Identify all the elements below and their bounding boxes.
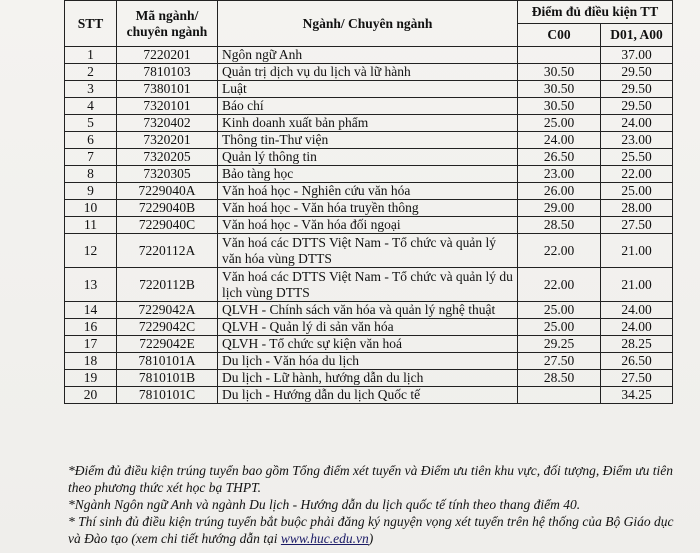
table-row: [65, 353, 673, 370]
cell-c00: 23.00: [518, 166, 601, 183]
cell-d01-a00: 29.50: [601, 98, 673, 115]
cell-d01-a00: 21.00: [601, 234, 673, 268]
footnote-3: [68, 513, 683, 547]
cell-stt: 8: [65, 166, 117, 183]
header-d01-a00: D01, A00: [601, 24, 673, 47]
cell-d01-a00: 21.00: [601, 268, 673, 302]
cell-stt: 10: [65, 200, 117, 217]
cell-major: QLVH - Chính sách văn hóa và quản lý nghệ thuật: [218, 302, 518, 319]
cell-major: Thông tin-Thư viện: [218, 132, 518, 149]
cell-c00: 27.50: [518, 353, 601, 370]
cell-code: 7810103: [117, 64, 218, 81]
cell-d01-a00: 25.00: [601, 183, 673, 200]
cell-code: 7380101: [117, 81, 218, 98]
cell-stt: 17: [65, 336, 117, 353]
cell-code: 7229040C: [117, 217, 218, 234]
cell-c00: [518, 47, 601, 64]
cell-major: Quản lý thông tin: [218, 149, 518, 166]
table-row: [65, 387, 673, 404]
footnotes: [68, 462, 683, 547]
table-row: [65, 149, 673, 166]
cell-code: 7229040B: [117, 200, 218, 217]
cell-d01-a00: 29.50: [601, 81, 673, 98]
cell-d01-a00: 28.00: [601, 200, 673, 217]
cell-code: 7320101: [117, 98, 218, 115]
cell-c00: 29.25: [518, 336, 601, 353]
cell-code: 7229042A: [117, 302, 218, 319]
cell-code: 7229042E: [117, 336, 218, 353]
cell-stt: 2: [65, 64, 117, 81]
cell-c00: [518, 387, 601, 404]
table-row: [65, 302, 673, 319]
website-link[interactable]: www.huc.edu.vn: [280, 531, 369, 546]
cell-c00: 25.00: [518, 302, 601, 319]
cell-major: Du lịch - Lữ hành, hướng dẫn du lịch: [218, 370, 518, 387]
cell-stt: 11: [65, 217, 117, 234]
table-row: [65, 234, 673, 268]
cell-major: Văn hoá học - Văn hóa đối ngoại: [218, 217, 518, 234]
cell-major: Văn hoá các DTTS Việt Nam - Tổ chức và quản lý văn hóa vùng DTTS: [218, 234, 518, 268]
footnote-3-end: ): [368, 531, 374, 546]
cell-major: Quản trị dịch vụ du lịch và lữ hành: [218, 64, 518, 81]
table-row: [65, 217, 673, 234]
cell-code: 7229042C: [117, 319, 218, 336]
header-code: Mã ngành/ chuyên ngành: [117, 1, 218, 47]
footnote-3-text: * Thí sinh đủ điều kiện trúng tuyển bắt buộc phải đăng ký nguyện vọng xét tuyển trên hệ thống của Bộ Giáo dục và Đào tạo (xem chi tiết hướng dẫn tại: [68, 514, 674, 546]
cell-code: 7320402: [117, 115, 218, 132]
header-stt: STT: [65, 1, 117, 47]
cell-c00: 28.50: [518, 217, 601, 234]
cell-c00: 30.50: [518, 81, 601, 98]
cell-major: Báo chí: [218, 98, 518, 115]
cell-major: QLVH - Tổ chức sự kiện văn hoá: [218, 336, 518, 353]
cell-c00: 29.00: [518, 200, 601, 217]
cell-stt: 4: [65, 98, 117, 115]
header-score-group: Điểm đủ điều kiện TT: [518, 1, 673, 24]
table-row: [65, 64, 673, 81]
table-row: [65, 98, 673, 115]
cell-major: Văn hoá học - Văn hóa truyền thông: [218, 200, 518, 217]
cell-code: 7320205: [117, 149, 218, 166]
cell-d01-a00: 24.00: [601, 115, 673, 132]
cell-code: 7320305: [117, 166, 218, 183]
table-row: [65, 200, 673, 217]
cell-d01-a00: 34.25: [601, 387, 673, 404]
cell-stt: 18: [65, 353, 117, 370]
table-row: [65, 132, 673, 149]
cell-major: Văn hoá các DTTS Việt Nam - Tổ chức và quản lý du lịch vùng DTTS: [218, 268, 518, 302]
cell-stt: 14: [65, 302, 117, 319]
cell-stt: 20: [65, 387, 117, 404]
cell-d01-a00: 27.50: [601, 370, 673, 387]
cell-stt: 6: [65, 132, 117, 149]
cell-d01-a00: 27.50: [601, 217, 673, 234]
cell-c00: 24.00: [518, 132, 601, 149]
cell-stt: 7: [65, 149, 117, 166]
cell-major: Du lịch - Hướng dẫn du lịch Quốc tế: [218, 387, 518, 404]
cell-major: Văn hoá học - Nghiên cứu văn hóa: [218, 183, 518, 200]
table-row: [65, 319, 673, 336]
header-major: Ngành/ Chuyên ngành: [218, 1, 518, 47]
cell-stt: 5: [65, 115, 117, 132]
cell-d01-a00: 23.00: [601, 132, 673, 149]
footnote-1: *Điểm đủ điều kiện trúng tuyển bao gồm Tổng điểm xét tuyển và Điểm ưu tiên khu vực, đối tượng, Điểm ưu tiên theo phương thức xét học bạ THPT.: [68, 463, 674, 495]
cell-stt: 16: [65, 319, 117, 336]
cell-c00: 26.50: [518, 149, 601, 166]
cell-d01-a00: 26.50: [601, 353, 673, 370]
table-row: [65, 370, 673, 387]
cell-stt: 9: [65, 183, 117, 200]
header-c00: C00: [518, 24, 601, 47]
cell-major: Kinh doanh xuất bản phẩm: [218, 115, 518, 132]
cell-stt: 19: [65, 370, 117, 387]
cell-c00: 22.00: [518, 268, 601, 302]
cell-d01-a00: 22.00: [601, 166, 673, 183]
table-row: [65, 166, 673, 183]
cell-c00: 28.50: [518, 370, 601, 387]
table-body: [65, 47, 673, 404]
table-row: [65, 183, 673, 200]
cell-d01-a00: 24.00: [601, 302, 673, 319]
table-row: [65, 115, 673, 132]
cell-c00: 30.50: [518, 98, 601, 115]
cell-code: 7810101B: [117, 370, 218, 387]
cell-code: 7810101C: [117, 387, 218, 404]
cell-stt: 12: [65, 234, 117, 268]
cell-major: Ngôn ngữ Anh: [218, 47, 518, 64]
cell-d01-a00: 37.00: [601, 47, 673, 64]
cell-stt: 13: [65, 268, 117, 302]
cell-major: Luật: [218, 81, 518, 98]
cell-c00: 22.00: [518, 234, 601, 268]
cell-d01-a00: 29.50: [601, 64, 673, 81]
cell-code: 7220112A: [117, 234, 218, 268]
table-header: [65, 1, 673, 47]
cell-d01-a00: 25.50: [601, 149, 673, 166]
cell-d01-a00: 24.00: [601, 319, 673, 336]
cell-code: 7320201: [117, 132, 218, 149]
cell-code: 7220112B: [117, 268, 218, 302]
cell-c00: 26.00: [518, 183, 601, 200]
table-row: [65, 268, 673, 302]
cell-code: 7810101A: [117, 353, 218, 370]
table-row: [65, 81, 673, 98]
cell-code: 7220201: [117, 47, 218, 64]
admission-score-table: [64, 0, 673, 404]
table-row: [65, 47, 673, 64]
table-row: [65, 336, 673, 353]
cell-code: 7229040A: [117, 183, 218, 200]
cell-major: Du lịch - Văn hóa du lịch: [218, 353, 518, 370]
cell-c00: 25.00: [518, 319, 601, 336]
cell-stt: 1: [65, 47, 117, 64]
cell-stt: 3: [65, 81, 117, 98]
cell-d01-a00: 28.25: [601, 336, 673, 353]
cell-major: QLVH - Quản lý di sản văn hóa: [218, 319, 518, 336]
cell-c00: 30.50: [518, 64, 601, 81]
footnote-2: *Ngành Ngôn ngữ Anh và ngành Du lịch - Hướng dẫn du lịch quốc tế tính theo thang điểm 40.: [68, 497, 581, 512]
cell-c00: 25.00: [518, 115, 601, 132]
cell-major: Bảo tàng học: [218, 166, 518, 183]
